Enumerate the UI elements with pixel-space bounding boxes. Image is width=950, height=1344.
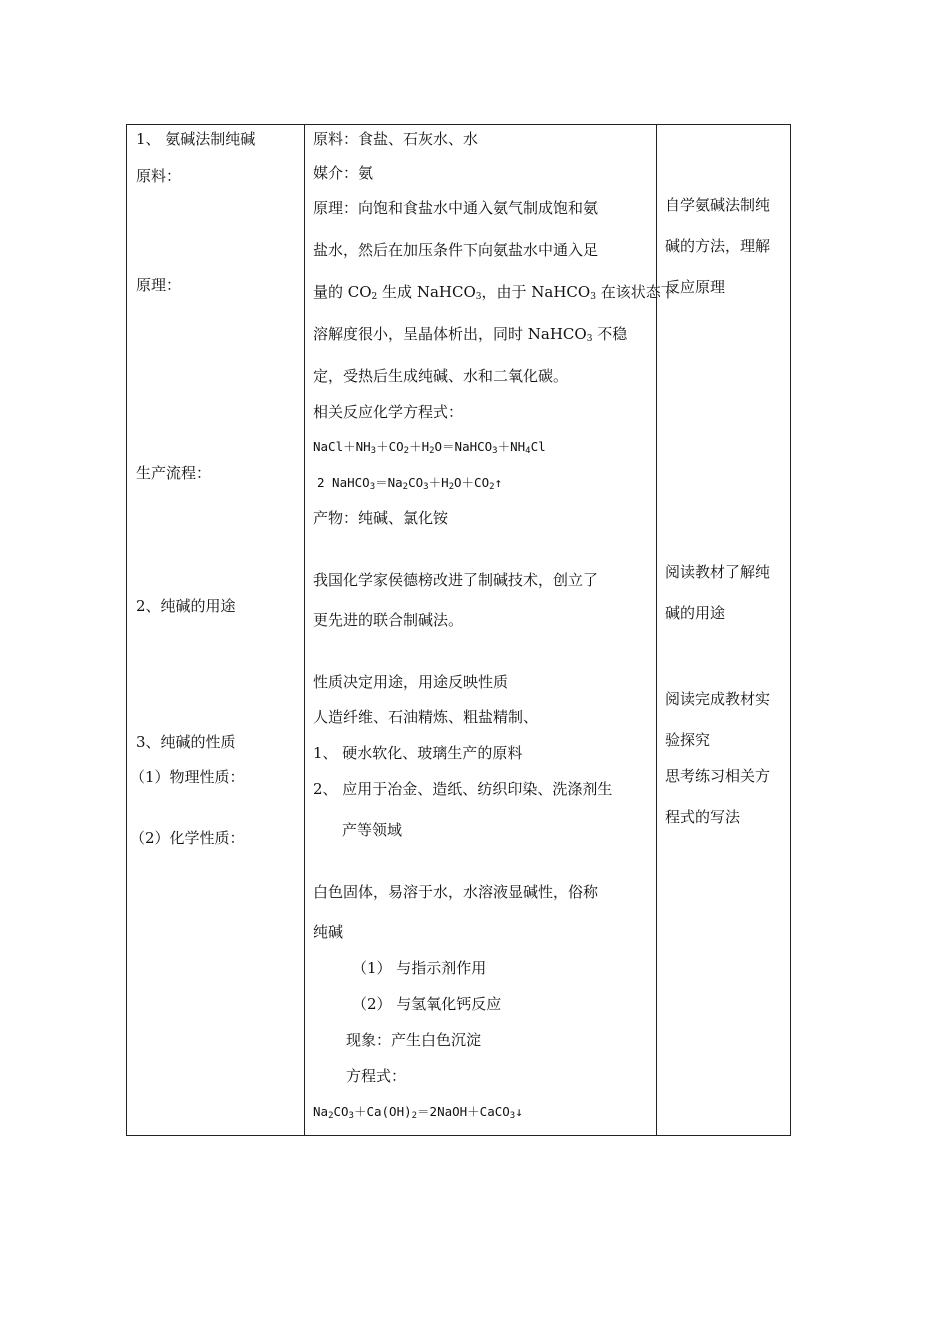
principle-line-5: 定，受热后生成纯碱、水和二氧化碳。 bbox=[313, 367, 569, 385]
chemical-label: （2）化学性质： bbox=[130, 829, 245, 847]
note3-line-1: 阅读完成教材实 bbox=[665, 690, 771, 708]
principle-line-4: 溶解度很小，呈晶体析出，同时 NaHCO$_3$ 不稳 bbox=[313, 325, 628, 344]
note3-line-3: 思考练习相关方 bbox=[665, 767, 771, 785]
note3-line-4: 程式的写法 bbox=[665, 808, 741, 826]
chem-property-2: （2） 与氢氧化钙反应 bbox=[352, 995, 502, 1013]
equation-1: $NaCl+NH_3+CO_2+H_2O=NaHCO_3+NH_4Cl$ bbox=[313, 439, 546, 456]
use-line-1: 人造纤维、石油精炼、粗盐精制、 bbox=[313, 708, 539, 726]
physical-line-2: 纯碱 bbox=[313, 923, 344, 941]
equation-3: $Na_2CO_3+Ca(OH)_2=2NaOH+CaCO_3↓$ bbox=[313, 1104, 523, 1121]
use-item-2: 2、 应用于冶金、造纸、纺织印染、洗涤剂生 bbox=[313, 780, 613, 798]
note3-line-2: 验探究 bbox=[665, 731, 711, 749]
column-divider-2 bbox=[656, 125, 657, 1135]
note2-line-1: 阅读教材了解纯 bbox=[665, 563, 771, 581]
principle-line-1: 原理：向饱和食盐水中通入氨气制成饱和氨 bbox=[313, 199, 599, 217]
note1-line-2: 碱的方法，理解 bbox=[665, 237, 771, 255]
principle-line-2: 盐水，然后在加压条件下向氨盐水中通入足 bbox=[313, 241, 599, 259]
hou-line-1: 我国化学家侯德榜改进了制碱技术，创立了 bbox=[313, 571, 599, 589]
equations-label: 相关反应化学方程式： bbox=[313, 403, 464, 421]
chem-property-1: （1） 与指示剂作用 bbox=[352, 959, 487, 977]
products: 产物：纯碱、氯化铵 bbox=[313, 509, 449, 527]
note2-line-2: 碱的用途 bbox=[665, 604, 726, 622]
item3-title: 3、纯碱的性质 bbox=[136, 733, 236, 751]
phenomenon: 现象：产生白色沉淀 bbox=[346, 1031, 482, 1049]
raw-materials: 原料：食盐、石灰水、水 bbox=[313, 130, 479, 148]
medium: 媒介：氨 bbox=[313, 164, 374, 182]
item2-title: 2、纯碱的用途 bbox=[136, 597, 236, 615]
use-item-1: 1、 硬水软化、玻璃生产的原料 bbox=[313, 744, 523, 762]
equation-2: 2 $NaHCO_3=Na_2CO_3+H_2O+CO_2↑$ bbox=[317, 475, 503, 492]
hou-line-2: 更先进的联合制碱法。 bbox=[313, 611, 464, 629]
physical-line-1: 白色固体，易溶于水，水溶液显碱性，俗称 bbox=[313, 883, 599, 901]
principle-label: 原理： bbox=[136, 276, 182, 294]
note1-line-1: 自学氨碱法制纯 bbox=[665, 196, 771, 214]
use-item-2-cont: 产等领域 bbox=[342, 821, 403, 839]
raw-label: 原料： bbox=[136, 167, 182, 185]
note1-line-3: 反应原理 bbox=[665, 278, 726, 296]
principle-line-3: 量的 $CO_2$ 生成 NaHCO$_3$，由于 NaHCO$_3$ 在该状态下 bbox=[313, 283, 676, 302]
physical-label: （1）物理性质： bbox=[130, 768, 245, 786]
process-label: 生产流程： bbox=[136, 464, 212, 482]
item1-title: 1、 氨碱法制纯碱 bbox=[136, 130, 256, 148]
lesson-table bbox=[126, 124, 791, 1136]
column-divider-1 bbox=[304, 125, 305, 1135]
equation-label: 方程式： bbox=[346, 1067, 407, 1085]
use-intro: 性质决定用途，用途反映性质 bbox=[313, 673, 509, 691]
